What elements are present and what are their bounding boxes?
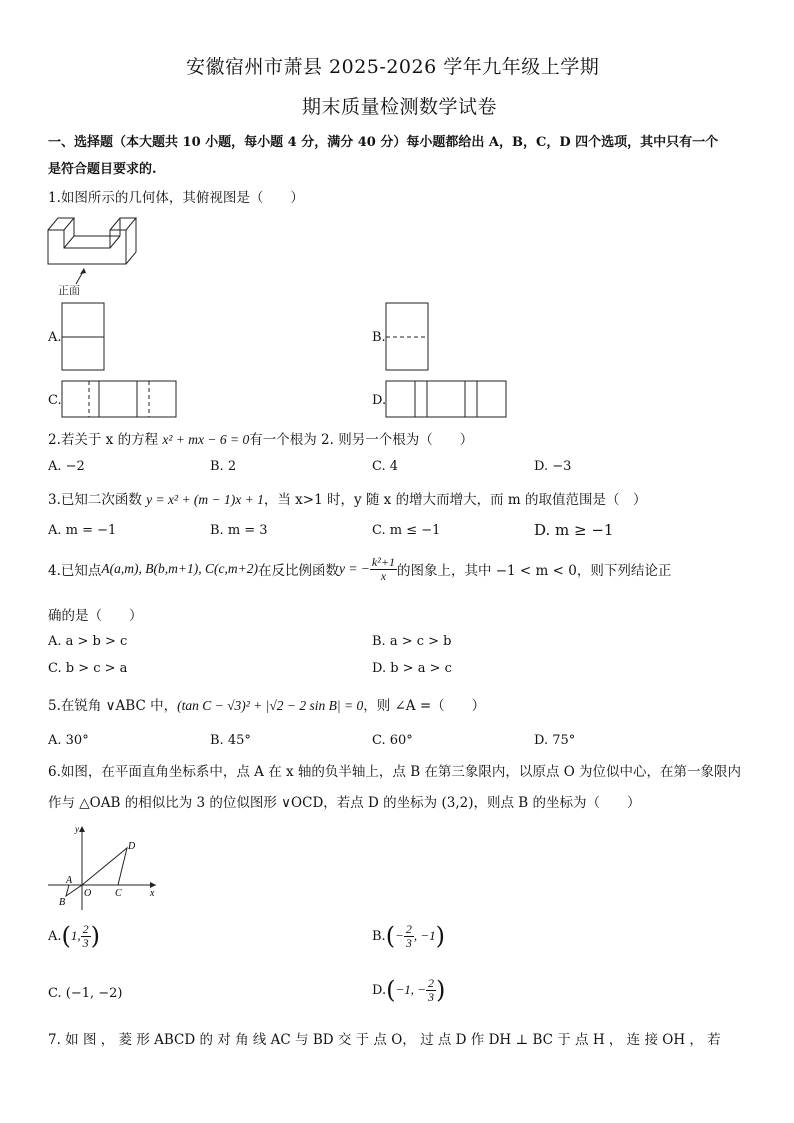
q6-opt-d-den: 3 — [428, 989, 435, 1004]
q6-opt-b-neg: − — [395, 928, 404, 943]
q1-option-c-figure — [61, 380, 179, 420]
axis-y-label: y — [75, 824, 79, 834]
q5-option-d: D. 75° — [534, 733, 576, 748]
q2-option-c: C. 4 — [372, 459, 399, 474]
q6-opt-b-rparen: ) — [435, 922, 445, 950]
q4-option-d: D. b > a > c — [372, 661, 452, 676]
q2-option-b: B. 2 — [210, 459, 237, 474]
q1-option-b-label: B. — [372, 330, 386, 345]
q4-option-a: A. a > b > c — [48, 634, 128, 649]
q4-points: A(a,m), B(b,m+1), C(c,m+2) — [101, 561, 258, 577]
q7-stem-line1: 7. 如 图 ， 菱 形 ABCD 的 对 角 线 AC 与 BD 交 于 点 O， 过 点 D 作 DH ⊥ BC 于 点 H ， 连 接 OH ， 若 — [48, 1032, 721, 1048]
q5-option-b: B. 45° — [210, 733, 251, 748]
q6-stem-line1: 6.如图，在平面直角坐标系中，点 A 在 x 轴的负半轴上，点 B 在第三象限内，以原点 O 为位似中心，在第一象限内 — [48, 764, 742, 780]
q1-option-b-figure — [385, 302, 431, 372]
q5-option-a: A. 30° — [48, 733, 89, 748]
q6-option-d — [372, 976, 445, 1004]
q1-stem: 1.如图所示的几何体，其俯视图是（ ） — [48, 190, 304, 206]
point-a-label: A — [66, 875, 73, 886]
q4-option-b: B. a > c > b — [372, 634, 452, 649]
q6-opt-a-rparen: ) — [90, 922, 101, 950]
q1-option-c-label: C. — [48, 393, 62, 408]
q3-stem — [48, 488, 646, 508]
exam-title-line2: 期末质量检测数学试卷 — [302, 96, 498, 118]
q3-equation: y = x² + (m − 1)x + 1 — [146, 492, 264, 507]
q4-frac-num: k²+1 — [371, 555, 395, 569]
q6-opt-a-frac — [81, 923, 91, 949]
q6-opt-b-lparen: ( — [385, 922, 396, 950]
q6-opt-a-num: 2 — [82, 921, 89, 936]
q2-stem-post: 有一个根为 2. 则另一个根为（ ） — [249, 432, 474, 448]
q1-option-d-label: D. — [372, 393, 387, 408]
q3-stem-pre: 3.已知二次函数 — [48, 492, 147, 508]
q6-option-b — [372, 922, 445, 950]
q5-stem — [48, 694, 485, 714]
q6-opt-a-int: 1, — [70, 928, 81, 943]
q6-coordinate-figure — [44, 822, 164, 914]
q1-solid-figure — [44, 208, 144, 298]
q2-stem — [48, 428, 473, 448]
q6-opt-a-den: 3 — [82, 935, 89, 950]
q2-equation: x² + mx − 6 = 0 — [162, 432, 250, 447]
q1-option-d-figure — [385, 380, 509, 420]
q6-opt-b-prefix: B. — [372, 928, 386, 944]
q2-stem-pre: 2.若关于 x 的方程 — [48, 432, 163, 448]
axis-x-label: x — [150, 888, 155, 899]
q5-expression: (tan C − √3)² + |√2 − 2 sin B| = 0 — [177, 698, 364, 713]
q3-stem-post: ，当 x>1 时，y 随 x 的增大而增大，而 m 的取值范围是（ ） — [263, 492, 647, 508]
q6-opt-d-frac — [426, 977, 436, 1003]
point-o-label: O — [84, 888, 92, 899]
q4-stem-mid: 在反比例函数 — [257, 563, 339, 580]
q6-opt-b-den: 3 — [405, 935, 412, 950]
q4-frac-den: x — [380, 568, 387, 583]
q2-option-a: A. −2 — [48, 459, 85, 474]
q6-opt-b-post: , −1 — [413, 928, 436, 943]
q6-opt-b-num: 2 — [405, 921, 412, 936]
q3-option-a: A. m = −1 — [48, 523, 117, 538]
q6-opt-d-rparen: ) — [436, 976, 446, 1004]
q6-option-a — [48, 922, 100, 950]
q4-func-lhs: y = − — [338, 561, 370, 577]
q5-option-c: C. 60° — [372, 733, 413, 748]
section-intro-line2: 是符合题目要求的. — [48, 162, 157, 177]
q6-option-c: C. (−1, −2) — [48, 986, 123, 1001]
q4-stem-line1 — [48, 556, 671, 582]
q4-stem-pre: 4.已知点 — [48, 563, 102, 580]
q4-fraction — [370, 556, 397, 582]
q3-option-d: D. m ≥ −1 — [534, 521, 614, 539]
q6-opt-b-frac — [404, 923, 414, 949]
q2-option-d: D. −3 — [534, 459, 572, 474]
point-d-label: D — [128, 841, 136, 852]
q3-option-b: B. m = 3 — [210, 523, 268, 538]
q1-option-a-label: A. — [48, 330, 62, 345]
exam-title-line1: 安徽宿州市萧县 2025-2026 学年九年级上学期 — [186, 56, 600, 78]
q4-option-c: C. b > c > a — [48, 661, 128, 676]
q6-opt-d-lparen: ( — [386, 976, 396, 1004]
q6-stem-line2: 作与 △OAB 的相似比为 3 的位似图形 ∨OCD，若点 D 的坐标为 (3,2)，则点 B 的坐标为（ ） — [48, 795, 641, 811]
front-view-label: 正面 — [58, 285, 80, 297]
q6-opt-d-prefix: D. — [372, 982, 387, 998]
q3-option-c: C. m ≤ −1 — [372, 523, 441, 538]
q4-stem-line2: 确的是（ ） — [48, 608, 143, 624]
point-b-label: B — [59, 897, 66, 908]
q6-opt-d-int: −1, − — [395, 982, 427, 997]
q5-stem-post: ，则 ∠A =（ ） — [363, 698, 486, 714]
q4-stem-post: 的图象上，其中 −1 < m < 0，则下列结论正 — [396, 563, 672, 580]
q6-opt-a-prefix: A. — [48, 928, 62, 944]
q1-option-a-figure — [61, 302, 107, 372]
point-c-label: C — [115, 888, 122, 899]
section-intro-line1: 一、选择题（本大题共 10 小题，每小题 4 分，满分 40 分）每小题都给出 A，B，C，D 四个选项，其中只有一个 — [48, 135, 719, 150]
q6-opt-a-lparen: ( — [61, 922, 71, 950]
q5-stem-pre: 5.在锐角 ∨ABC 中， — [48, 698, 178, 714]
q6-opt-d-num: 2 — [428, 975, 435, 990]
